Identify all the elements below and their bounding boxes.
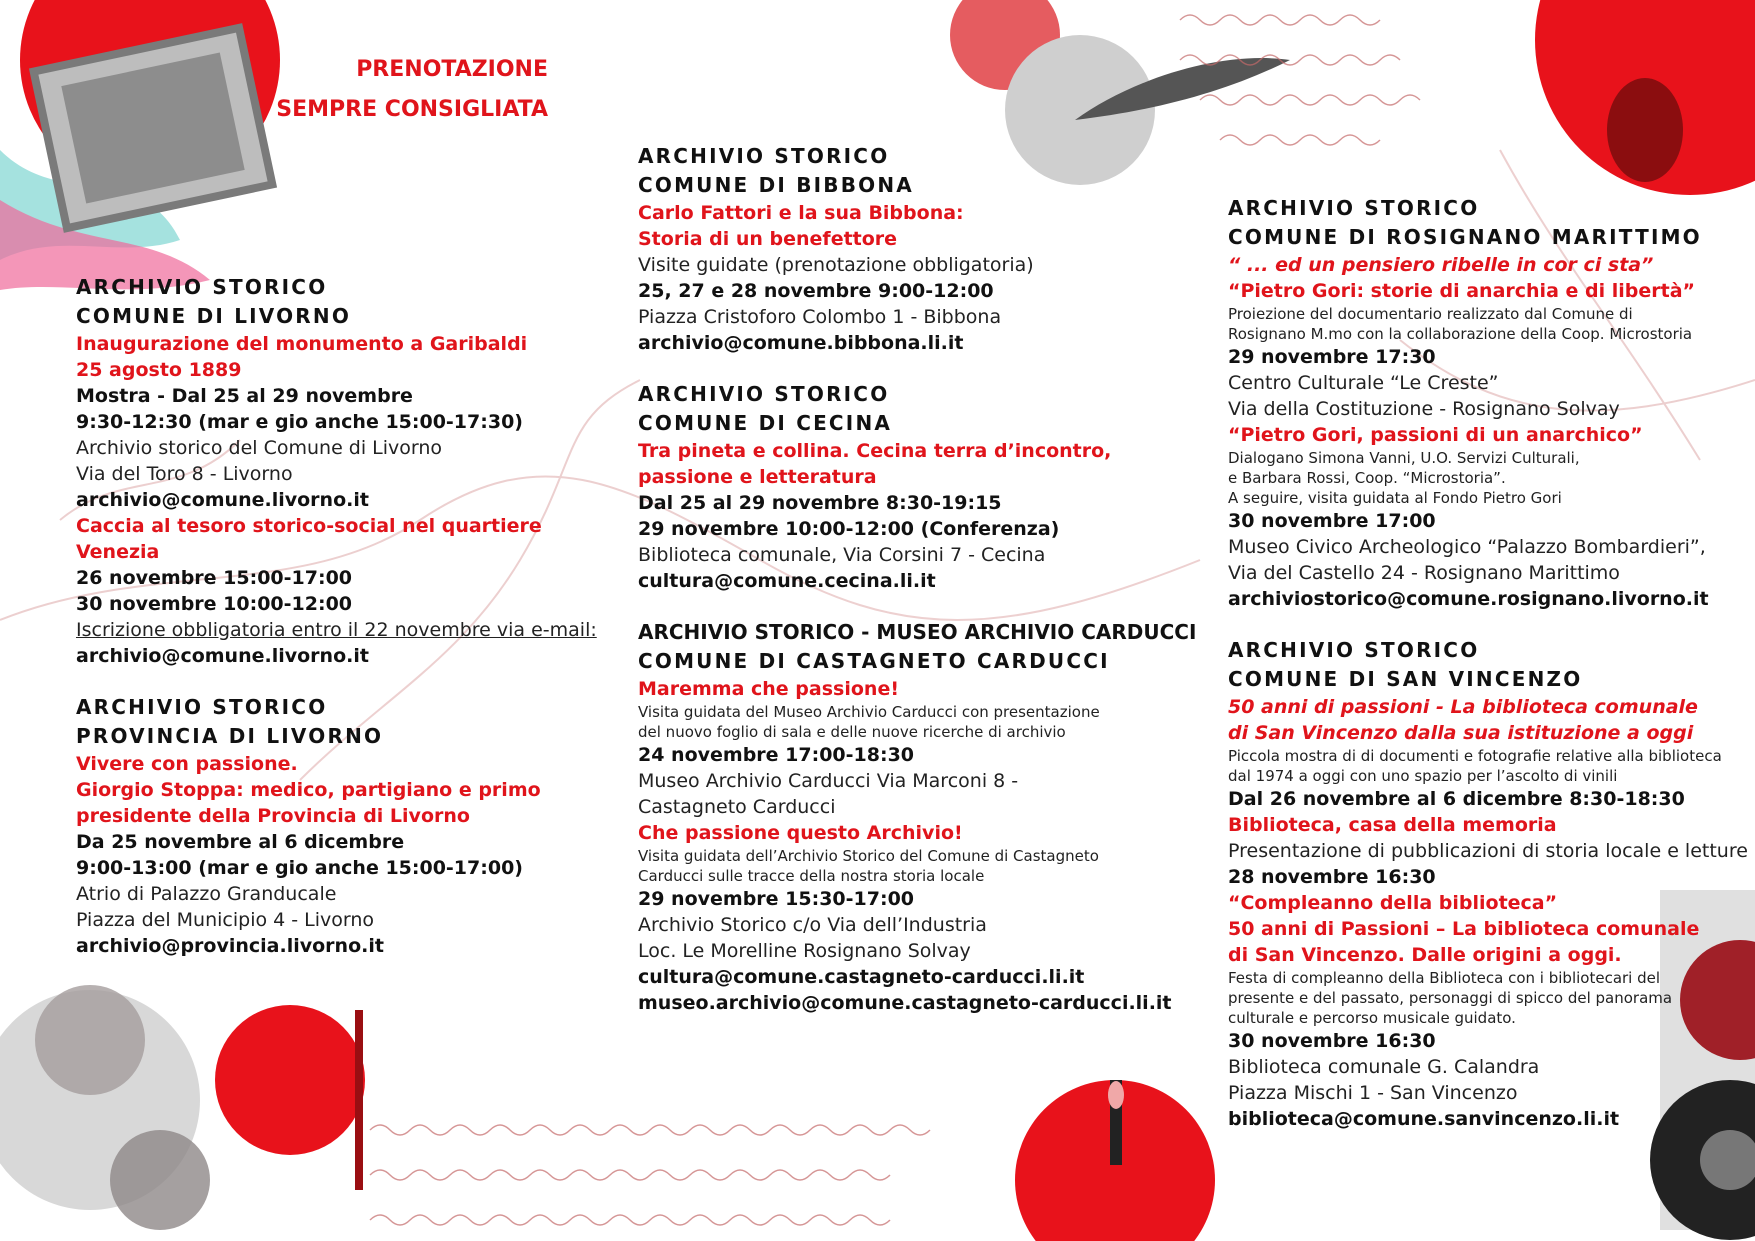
info-line: Via del Toro 8 - Livorno <box>76 463 293 485</box>
info-line: “Pietro Gori, passioni di un anarchico” <box>1228 424 1643 446</box>
info-line: A seguire, visita guidata al Fondo Pietro Gori <box>1228 489 1562 507</box>
info-line: Biblioteca comunale G. Calandra <box>1228 1056 1540 1078</box>
info-line: Piazza del Municipio 4 - Livorno <box>76 909 375 931</box>
section-heading: ARCHIVIO STORICO <box>1228 196 1480 220</box>
section-heading: COMUNE DI BIBBONA <box>638 173 914 197</box>
section-heading: COMUNE DI LIVORNO <box>76 304 352 328</box>
info-line: 9:30-12:30 (mar e gio anche 15:00-17:30) <box>76 411 523 433</box>
info-line: Inaugurazione del monumento a Garibaldi <box>76 333 528 355</box>
info-line: presidente della Provincia di Livorno <box>76 805 470 827</box>
info-line: Proiezione del documentario realizzato dal Comune di <box>1228 305 1633 323</box>
info-line: di San Vincenzo dalla sua istituzione a oggi <box>1228 722 1694 744</box>
info-line: “ ... ed un pensiero ribelle in cor ci sta” <box>1228 254 1654 276</box>
info-line: Giorgio Stoppa: medico, partigiano e primo <box>76 779 541 801</box>
spacer <box>638 594 1196 618</box>
section-heading: COMUNE DI CASTAGNETO CARDUCCI <box>638 649 1110 673</box>
email-link[interactable]: cultura@comune.castagneto-carducci.li.it <box>638 966 1085 988</box>
info-line: Atrio di Palazzo Granducale <box>76 883 337 905</box>
info-line: Centro Culturale “Le Creste” <box>1228 372 1499 394</box>
section-heading: ARCHIVIO STORICO <box>1228 638 1480 662</box>
info-line: Dal 26 novembre al 6 dicembre 8:30-18:30 <box>1228 788 1685 810</box>
info-line: 30 novembre 16:30 <box>1228 1030 1436 1052</box>
info-line: Caccia al tesoro storico-social nel quartiere <box>76 515 542 537</box>
email-link[interactable]: biblioteca@comune.sanvincenzo.li.it <box>1228 1108 1620 1130</box>
info-line: Archivio Storico c/o Via dell’Industria <box>638 914 987 936</box>
info-line: “Pietro Gori: storie di anarchia e di libertà” <box>1228 280 1696 302</box>
info-line: 24 novembre 17:00-18:30 <box>638 744 915 766</box>
email-link[interactable]: museo.archivio@comune.castagneto-carducci.li.it <box>638 992 1172 1014</box>
info-line: Carlo Fattori e la sua Bibbona: <box>638 202 964 224</box>
info-line: dal 1974 a oggi con uno spazio per l’ascolto di vinili <box>1228 767 1618 785</box>
info-line: Loc. Le Morelline Rosignano Solvay <box>638 940 971 962</box>
info-line: passione e letteratura <box>638 466 877 488</box>
info-line: Museo Archivio Carducci Via Marconi 8 - <box>638 770 1019 792</box>
info-line: Presentazione di pubblicazioni di storia locale e letture <box>1228 840 1748 862</box>
booking-line-2: SEMPRE CONSIGLIATA <box>276 97 548 122</box>
info-line: 26 novembre 15:00-17:00 <box>76 567 353 589</box>
spacer <box>638 356 1196 380</box>
info-line: 50 anni di passioni - La biblioteca comunale <box>1228 696 1698 718</box>
info-line: 9:00-13:00 (mar e gio anche 15:00-17:00) <box>76 857 523 879</box>
info-line: “Compleanno della biblioteca” <box>1228 892 1558 914</box>
info-line: Museo Civico Archeologico “Palazzo Bombardieri”, <box>1228 536 1706 558</box>
section-heading: COMUNE DI ROSIGNANO MARITTIMO <box>1228 225 1702 249</box>
info-line: 29 novembre 17:30 <box>1228 346 1436 368</box>
info-line: di San Vincenzo. Dalle origini a oggi. <box>1228 944 1622 966</box>
email-link[interactable]: archivio@comune.bibbona.li.it <box>638 332 964 354</box>
info-line: e Barbara Rossi, Coop. “Microstoria”. <box>1228 469 1506 487</box>
info-line: Piazza Mischi 1 - San Vincenzo <box>1228 1082 1518 1104</box>
email-link[interactable]: archiviostorico@comune.rosignano.livorno.it <box>1228 588 1709 610</box>
info-line: Visite guidate (prenotazione obbligatoria) <box>638 254 1034 276</box>
section-heading: ARCHIVIO STORICO - MUSEO ARCHIVIO CARDUCCI <box>638 620 1197 644</box>
section-heading: ARCHIVIO STORICO <box>76 695 328 719</box>
info-line: Vivere con passione. <box>76 753 298 775</box>
info-line: Da 25 novembre al 6 dicembre <box>76 831 405 853</box>
info-line: Iscrizione obbligatoria entro il 22 novembre via e-mail: <box>76 619 597 641</box>
section-heading: COMUNE DI SAN VINCENZO <box>1228 667 1583 691</box>
info-line: Storia di un benefettore <box>638 228 898 250</box>
info-line: Carducci sulle tracce della nostra storia locale <box>638 867 985 885</box>
email-link[interactable]: archivio@comune.livorno.it <box>76 489 369 511</box>
spacer <box>1228 612 1748 636</box>
info-line: 25 agosto 1889 <box>76 359 242 381</box>
section-heading: COMUNE DI CECINA <box>638 411 893 435</box>
section-heading: ARCHIVIO STORICO <box>638 144 890 168</box>
info-line: Visita guidata dell’Archivio Storico del Comune di Castagneto <box>638 847 1099 865</box>
info-line: Mostra - Dal 25 al 29 novembre <box>76 385 413 407</box>
info-line: Visita guidata del Museo Archivio Carducci con presentazione <box>638 703 1100 721</box>
info-line: 29 novembre 10:00-12:00 (Conferenza) <box>638 518 1060 540</box>
info-line: Piccola mostra di di documenti e fotografie relative alla biblioteca <box>1228 747 1722 765</box>
info-line: Tra pineta e collina. Cecina terra d’incontro, <box>638 440 1112 462</box>
info-line: Piazza Cristoforo Colombo 1 - Bibbona <box>638 306 1002 328</box>
info-line: Rosignano M.mo con la collaborazione della Coop. Microstoria <box>1228 325 1693 343</box>
info-line: 30 novembre 17:00 <box>1228 510 1436 532</box>
info-line: Dal 25 al 29 novembre 8:30-19:15 <box>638 492 1002 514</box>
spacer <box>76 669 597 693</box>
info-line: Festa di compleanno della Biblioteca con i bibliotecari del <box>1228 969 1661 987</box>
info-line: 28 novembre 16:30 <box>1228 866 1436 888</box>
email-link[interactable]: archivio@comune.livorno.it <box>76 645 369 667</box>
section-heading: ARCHIVIO STORICO <box>76 275 328 299</box>
info-line: Via del Castello 24 - Rosignano Marittimo <box>1228 562 1620 584</box>
email-link[interactable]: archivio@provincia.livorno.it <box>76 935 384 957</box>
info-line: del nuovo foglio di sala e delle nuove ricerche di archivio <box>638 723 1066 741</box>
info-line: Dialogano Simona Vanni, U.O. Servizi Culturali, <box>1228 449 1580 467</box>
info-line: 29 novembre 15:30-17:00 <box>638 888 915 910</box>
info-line: Maremma che passione! <box>638 678 899 700</box>
info-line: culturale e percorso musicale guidato. <box>1228 1009 1516 1027</box>
booking-notice <box>230 50 548 130</box>
info-line: Archivio storico del Comune di Livorno <box>76 437 443 459</box>
info-line: Venezia <box>76 541 160 563</box>
info-line: Via della Costituzione - Rosignano Solvay <box>1228 398 1620 420</box>
info-line: 30 novembre 10:00-12:00 <box>76 593 353 615</box>
info-line: Biblioteca, casa della memoria <box>1228 814 1557 836</box>
info-line: presente e del passato, personaggi di spicco del panorama <box>1228 989 1673 1007</box>
section-heading: ARCHIVIO STORICO <box>638 382 890 406</box>
email-link[interactable]: cultura@comune.cecina.li.it <box>638 570 936 592</box>
info-line: 50 anni di Passioni – La biblioteca comunale <box>1228 918 1700 940</box>
column-rosignano-sanvincenzo <box>1228 194 1748 1132</box>
info-line: Che passione questo Archivio! <box>638 822 963 844</box>
section-heading: PROVINCIA DI LIVORNO <box>76 724 384 748</box>
column-bibbona-cecina-castagneto <box>638 142 1196 1016</box>
info-line: Biblioteca comunale, Via Corsini 7 - Cecina <box>638 544 1046 566</box>
column-livorno <box>76 273 597 959</box>
info-line: 25, 27 e 28 novembre 9:00-12:00 <box>638 280 994 302</box>
booking-line-1: PRENOTAZIONE <box>356 57 548 82</box>
info-line: Castagneto Carducci <box>638 796 836 818</box>
